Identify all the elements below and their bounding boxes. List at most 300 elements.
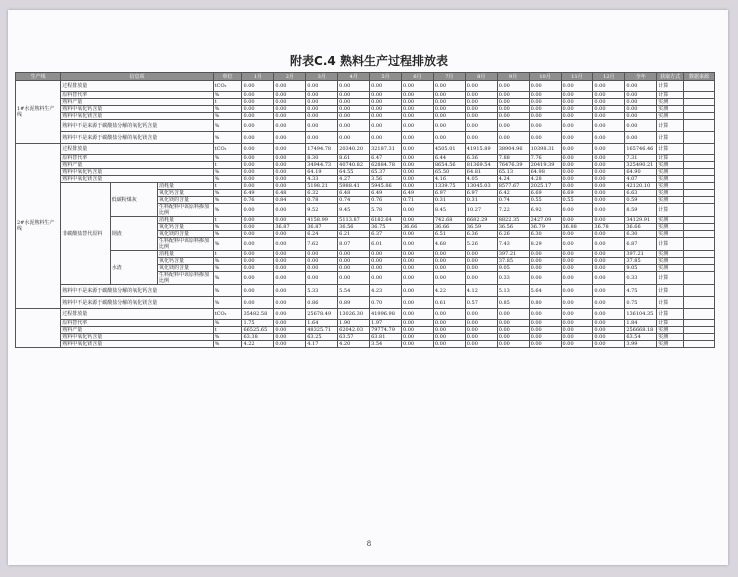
value-cell: 4.33 (306, 176, 338, 183)
value-cell: 0.00 (370, 81, 402, 92)
item-cell: 熟料中不是来源于碳酸盐分解的氧化镁含量 (61, 297, 213, 309)
value-cell: 0.00 (497, 334, 529, 341)
item-cell: 氧化镁的含量 (158, 197, 214, 204)
value-cell: 0.00 (274, 132, 306, 144)
value-cell: 0.00 (306, 92, 338, 99)
value-cell: 0.00 (529, 258, 561, 265)
value-cell: 0.00 (625, 81, 657, 92)
value-cell: 0.80 (529, 297, 561, 309)
value-cell: 0.00 (370, 265, 402, 272)
value-cell: 0.00 (561, 231, 593, 238)
method-cell: 实测 (657, 231, 684, 238)
value-cell: 0.00 (242, 231, 274, 238)
value-cell: 0.00 (465, 272, 497, 285)
value-cell: 0.76 (370, 197, 402, 204)
header-cell: 单位 (213, 73, 242, 81)
value-cell: 4.22 (242, 341, 274, 348)
value-cell: 0.00 (401, 231, 433, 238)
value-cell: 36.87 (274, 224, 306, 231)
method-cell: 实测 (657, 258, 684, 265)
value-cell: 0.33 (497, 272, 529, 285)
value-cell: 79774.79 (370, 327, 402, 334)
value-cell: 0.00 (561, 327, 593, 334)
value-cell: 0.55 (561, 197, 593, 204)
value-cell: 6.42 (497, 190, 529, 197)
header-cell: 11月 (561, 73, 593, 81)
value-cell: 0.00 (593, 169, 625, 176)
unit-cell: t (213, 251, 242, 258)
value-cell: 64.55 (338, 169, 370, 176)
value-cell: 4.07 (625, 176, 657, 183)
value-cell: 0.00 (593, 251, 625, 258)
value-cell: 0.00 (338, 92, 370, 99)
value-cell: 0.00 (338, 113, 370, 120)
method-cell: 实测 (657, 265, 684, 272)
value-cell: 7.88 (497, 155, 529, 162)
table-row (16, 183, 715, 190)
value-cell: 0.00 (370, 120, 402, 132)
page-number: 8 (366, 540, 372, 548)
table-title: 附表C.4 熟料生产过程排放表 (290, 54, 448, 68)
value-cell: 0.00 (593, 272, 625, 285)
unit-cell: % (213, 204, 242, 217)
unit-cell: tCO₂ (213, 81, 242, 92)
item-cell: 原料替代率 (61, 155, 213, 162)
table-row (16, 169, 715, 176)
method-cell: 计算 (657, 155, 684, 162)
item-cell: 熟料中氧化钙含量 (61, 334, 213, 341)
value-cell: 6.92 (529, 204, 561, 217)
unit-cell: t (213, 327, 242, 334)
item-cell: 熟料中不是来源于碳酸盐分解的氧化钙含量 (61, 285, 213, 297)
source-cell (683, 183, 714, 190)
value-cell: 0.00 (401, 217, 433, 224)
source-cell (683, 309, 714, 320)
value-cell: 32187.31 (370, 144, 402, 155)
table-row (16, 217, 715, 224)
value-cell: 0.00 (401, 99, 433, 106)
value-cell: 0.00 (306, 106, 338, 113)
value-cell: 64.90 (625, 169, 657, 176)
value-cell: 0.00 (465, 334, 497, 341)
value-cell: 20340.20 (338, 144, 370, 155)
value-cell: 8.07 (338, 238, 370, 251)
value-cell: 0.00 (465, 320, 497, 327)
value-cell: 2427.09 (529, 217, 561, 224)
value-cell: 0.00 (274, 106, 306, 113)
value-cell: 6.26 (497, 231, 529, 238)
source-cell (683, 224, 714, 231)
source-cell (683, 258, 714, 265)
value-cell: 0.00 (433, 341, 465, 348)
value-cell: 0.00 (497, 309, 529, 320)
value-cell: 0.00 (529, 320, 561, 327)
source-cell (683, 190, 714, 197)
value-cell: 6.49 (401, 190, 433, 197)
value-cell: 6182.64 (370, 217, 402, 224)
value-cell: 0.00 (242, 81, 274, 92)
source-cell (683, 132, 714, 144)
method-cell: 计算 (657, 81, 684, 92)
value-cell: 0.33 (625, 272, 657, 285)
value-cell: 0.00 (593, 327, 625, 334)
value-cell: 0.00 (242, 169, 274, 176)
unit-cell: % (213, 155, 242, 162)
header-cell: 全年 (625, 73, 657, 81)
value-cell: 0.00 (433, 265, 465, 272)
value-cell: 0.00 (561, 113, 593, 120)
item-cell: 氧化钙含量 (158, 258, 214, 265)
unit-cell: % (213, 231, 242, 238)
value-cell: 0.00 (561, 144, 593, 155)
value-cell: 36.66 (401, 224, 433, 231)
value-cell: 0.00 (433, 92, 465, 99)
method-cell: 计算 (657, 285, 684, 297)
value-cell: 0.00 (593, 334, 625, 341)
value-cell: 5.26 (465, 238, 497, 251)
value-cell: 4.75 (625, 285, 657, 297)
table-row (16, 120, 715, 132)
source-cell (683, 272, 714, 285)
value-cell: 1.64 (306, 320, 338, 327)
value-cell: 0.00 (274, 169, 306, 176)
header-cell: 5月 (370, 73, 402, 81)
value-cell: 0.00 (242, 272, 274, 285)
item-cell: 熟料中氧化钙含量 (61, 106, 213, 113)
value-cell: 0.00 (561, 120, 593, 132)
value-cell: 0.00 (593, 320, 625, 327)
value-cell: 8.45 (433, 204, 465, 217)
value-cell: 4.27 (338, 176, 370, 183)
value-cell: 37.85 (625, 258, 657, 265)
value-cell: 0.00 (561, 334, 593, 341)
item-cell: 生料配料中该原料掺加比例 (158, 272, 214, 285)
value-cell: 0.00 (274, 327, 306, 334)
value-cell: 0.00 (338, 272, 370, 285)
value-cell: 0.00 (338, 258, 370, 265)
method-cell: 实测 (657, 217, 684, 224)
method-cell: 实测 (657, 113, 684, 120)
value-cell: 0.00 (401, 309, 433, 320)
value-cell: 6.49 (242, 190, 274, 197)
item-cell: 熟料中氧化钙含量 (61, 169, 213, 176)
unit-cell: t (213, 162, 242, 169)
value-cell: 63.54 (625, 334, 657, 341)
value-cell: 10398.31 (529, 144, 561, 155)
value-cell: 0.00 (433, 320, 465, 327)
value-cell: 6.51 (433, 231, 465, 238)
value-cell: 0.00 (561, 320, 593, 327)
value-cell: 0.00 (274, 144, 306, 155)
method-cell: 计算 (657, 238, 684, 251)
value-cell: 0.00 (593, 265, 625, 272)
value-cell: 0.00 (242, 217, 274, 224)
method-cell: 计算 (657, 272, 684, 285)
item-cell: 消耗量 (158, 251, 214, 258)
value-cell: 5198.21 (306, 183, 338, 190)
value-cell: 0.00 (401, 341, 433, 348)
emission-table (15, 72, 715, 348)
header-cell: 数据来源 (683, 73, 714, 81)
value-cell: 6.69 (529, 190, 561, 197)
value-cell: 0.00 (465, 327, 497, 334)
item-cell: 熟料中氧化镁含量 (61, 113, 213, 120)
unit-cell: % (213, 334, 242, 341)
method-cell: 实测 (657, 169, 684, 176)
value-cell: 3.99 (625, 341, 657, 348)
method-cell: 实测 (657, 176, 684, 183)
header-cell: 6月 (401, 73, 433, 81)
value-cell: 0.00 (593, 238, 625, 251)
value-cell: 0.00 (561, 99, 593, 106)
value-cell: 5945.86 (370, 183, 402, 190)
value-cell: 6.37 (370, 231, 402, 238)
value-cell: 0.00 (625, 132, 657, 144)
value-cell: 0.00 (370, 92, 402, 99)
value-cell: 0.74 (338, 197, 370, 204)
source-cell (683, 92, 714, 99)
table-body (16, 81, 715, 348)
value-cell: 6.63 (625, 190, 657, 197)
unit-cell: tCO₂ (213, 144, 242, 155)
value-cell: 4.28 (529, 176, 561, 183)
unit-cell: t (213, 217, 242, 224)
value-cell: 6682.29 (465, 217, 497, 224)
value-cell: 0.00 (274, 176, 306, 183)
item-cell: 过程排放量 (61, 81, 213, 92)
source-cell (683, 176, 714, 183)
value-cell: 0.00 (593, 81, 625, 92)
value-cell: 0.00 (625, 113, 657, 120)
table-row (16, 99, 715, 106)
value-cell: 0.74 (497, 197, 529, 204)
value-cell: 41915.89 (465, 144, 497, 155)
value-cell: 0.00 (274, 285, 306, 297)
value-cell: 9.52 (306, 204, 338, 217)
value-cell: 4.12 (465, 285, 497, 297)
value-cell: 4.20 (338, 341, 370, 348)
header-cell: 12月 (593, 73, 625, 81)
value-cell: 0.00 (625, 99, 657, 106)
value-cell: 0.00 (593, 92, 625, 99)
table-row (16, 144, 715, 155)
unit-cell: % (213, 106, 242, 113)
value-cell: 0.00 (561, 183, 593, 190)
value-cell: 6.21 (338, 231, 370, 238)
method-cell: 计算 (657, 320, 684, 327)
table-row (16, 251, 715, 258)
unit-cell: % (213, 258, 242, 265)
source-cell (683, 81, 714, 92)
material-group-cell: 非碳酸盐替代原料 (61, 183, 110, 285)
value-cell: 64.98 (529, 169, 561, 176)
value-cell: 0.00 (274, 272, 306, 285)
value-cell: 2025.17 (529, 183, 561, 190)
method-cell: 实测 (657, 106, 684, 113)
value-cell: 0.00 (370, 106, 402, 113)
header-cell: 1月 (242, 73, 274, 81)
value-cell: 0.00 (306, 258, 338, 265)
value-cell: 0.00 (529, 341, 561, 348)
value-cell: 41996.98 (370, 309, 402, 320)
value-cell: 0.00 (433, 309, 465, 320)
value-cell: 0.00 (433, 120, 465, 132)
value-cell: 3.54 (370, 341, 402, 348)
value-cell: 36.78 (593, 224, 625, 231)
value-cell: 0.00 (529, 132, 561, 144)
value-cell: 65.50 (433, 169, 465, 176)
table-row (16, 285, 715, 297)
value-cell: 36.56 (338, 224, 370, 231)
value-cell: 5.33 (306, 285, 338, 297)
value-cell: 0.00 (561, 238, 593, 251)
value-cell: 0.31 (433, 197, 465, 204)
unit-cell: t (213, 99, 242, 106)
method-cell: 实测 (657, 251, 684, 258)
value-cell: 0.00 (561, 285, 593, 297)
value-cell: 0.00 (561, 169, 593, 176)
unit-cell: % (213, 132, 242, 144)
value-cell: 0.00 (274, 341, 306, 348)
value-cell: 9.05 (497, 265, 529, 272)
method-cell: 计算 (657, 309, 684, 320)
value-cell: 4.24 (497, 176, 529, 183)
value-cell: 64.19 (306, 169, 338, 176)
method-cell: 计算 (657, 92, 684, 99)
value-cell: 0.00 (529, 334, 561, 341)
value-cell: 0.00 (401, 162, 433, 169)
value-cell: 0.00 (338, 81, 370, 92)
value-cell: 0.00 (242, 251, 274, 258)
value-cell: 6.48 (274, 190, 306, 197)
value-cell: 8.29 (529, 238, 561, 251)
source-cell (683, 217, 714, 224)
source-cell (683, 238, 714, 251)
value-cell: 25678.49 (306, 309, 338, 320)
value-cell: 0.00 (593, 99, 625, 106)
value-cell: 0.00 (274, 162, 306, 169)
value-cell: 165746.46 (625, 144, 657, 155)
value-cell: 0.00 (497, 132, 529, 144)
value-cell: 0.00 (274, 92, 306, 99)
value-cell: 8822.35 (497, 217, 529, 224)
source-cell (683, 320, 714, 327)
value-cell: 0.00 (401, 169, 433, 176)
value-cell: 0.00 (338, 106, 370, 113)
unit-cell: % (213, 120, 242, 132)
value-cell: 397.21 (625, 251, 657, 258)
value-cell: 0.00 (593, 204, 625, 217)
unit-cell: t (213, 183, 242, 190)
value-cell: 0.00 (306, 272, 338, 285)
value-cell: 0.00 (274, 113, 306, 120)
table-row (16, 162, 715, 169)
value-cell: 0.89 (338, 297, 370, 309)
unit-cell: tCO₂ (213, 309, 242, 320)
value-cell: 0.00 (274, 265, 306, 272)
method-cell: 计算 (657, 297, 684, 309)
item-cell: 氧化钙含量 (158, 190, 214, 197)
value-cell: 0.00 (274, 297, 306, 309)
value-cell: 0.00 (593, 162, 625, 169)
value-cell: 4.05 (465, 176, 497, 183)
value-cell: 0.00 (338, 265, 370, 272)
value-cell: 6.97 (433, 190, 465, 197)
source-cell (683, 334, 714, 341)
method-cell: 实测 (657, 341, 684, 348)
value-cell: 0.00 (370, 251, 402, 258)
value-cell: 0.00 (561, 92, 593, 99)
source-cell (683, 120, 714, 132)
value-cell: 0.00 (465, 92, 497, 99)
value-cell: 0.75 (625, 297, 657, 309)
table-row (16, 341, 715, 348)
value-cell: 0.57 (465, 297, 497, 309)
value-cell: 63.81 (370, 334, 402, 341)
value-cell: 0.00 (433, 81, 465, 92)
method-cell: 实测 (657, 183, 684, 190)
value-cell: 0.00 (401, 285, 433, 297)
value-cell: 6.01 (370, 238, 402, 251)
source-cell (683, 285, 714, 297)
unit-cell: % (213, 272, 242, 285)
value-cell: 4158.99 (306, 217, 338, 224)
unit-cell: % (213, 265, 242, 272)
value-cell: 6.32 (306, 190, 338, 197)
value-cell: 136104.35 (625, 309, 657, 320)
value-cell: 0.00 (306, 113, 338, 120)
value-cell: 0.00 (561, 106, 593, 113)
value-cell: 5.13 (497, 285, 529, 297)
value-cell: 0.00 (274, 251, 306, 258)
method-cell: 实测 (657, 162, 684, 169)
value-cell: 0.00 (242, 238, 274, 251)
value-cell: 0.00 (306, 265, 338, 272)
item-cell: 熟料中氧化镁含量 (61, 176, 213, 183)
value-cell: 42120.10 (625, 183, 657, 190)
table-row (16, 92, 715, 99)
value-cell: 38904.96 (497, 144, 529, 155)
method-cell: 实测 (657, 334, 684, 341)
value-cell: 6.36 (465, 155, 497, 162)
source-cell (683, 341, 714, 348)
material-name-cell: 水渣 (110, 251, 157, 285)
value-cell: 0.00 (433, 327, 465, 334)
value-cell: 0.00 (274, 120, 306, 132)
value-cell: 0.00 (401, 265, 433, 272)
value-cell: 0.00 (242, 176, 274, 183)
value-cell: 0.71 (401, 197, 433, 204)
header-cell: 信息项 (61, 73, 213, 81)
value-cell: 0.00 (242, 258, 274, 265)
value-cell: 0.76 (242, 197, 274, 204)
header-cell: 9月 (497, 73, 529, 81)
source-cell (683, 204, 714, 217)
value-cell: 20419.39 (529, 162, 561, 169)
value-cell: 0.00 (274, 334, 306, 341)
value-cell: 0.00 (465, 113, 497, 120)
value-cell: 0.00 (401, 106, 433, 113)
value-cell: 0.00 (401, 334, 433, 341)
header-row (16, 73, 715, 81)
value-cell: 0.61 (433, 297, 465, 309)
value-cell: 62884.78 (370, 162, 402, 169)
value-cell: 6.30 (625, 231, 657, 238)
value-cell: 0.00 (242, 113, 274, 120)
production-line-cell (16, 309, 61, 348)
value-cell: 0.00 (274, 183, 306, 190)
table-row (16, 327, 715, 334)
